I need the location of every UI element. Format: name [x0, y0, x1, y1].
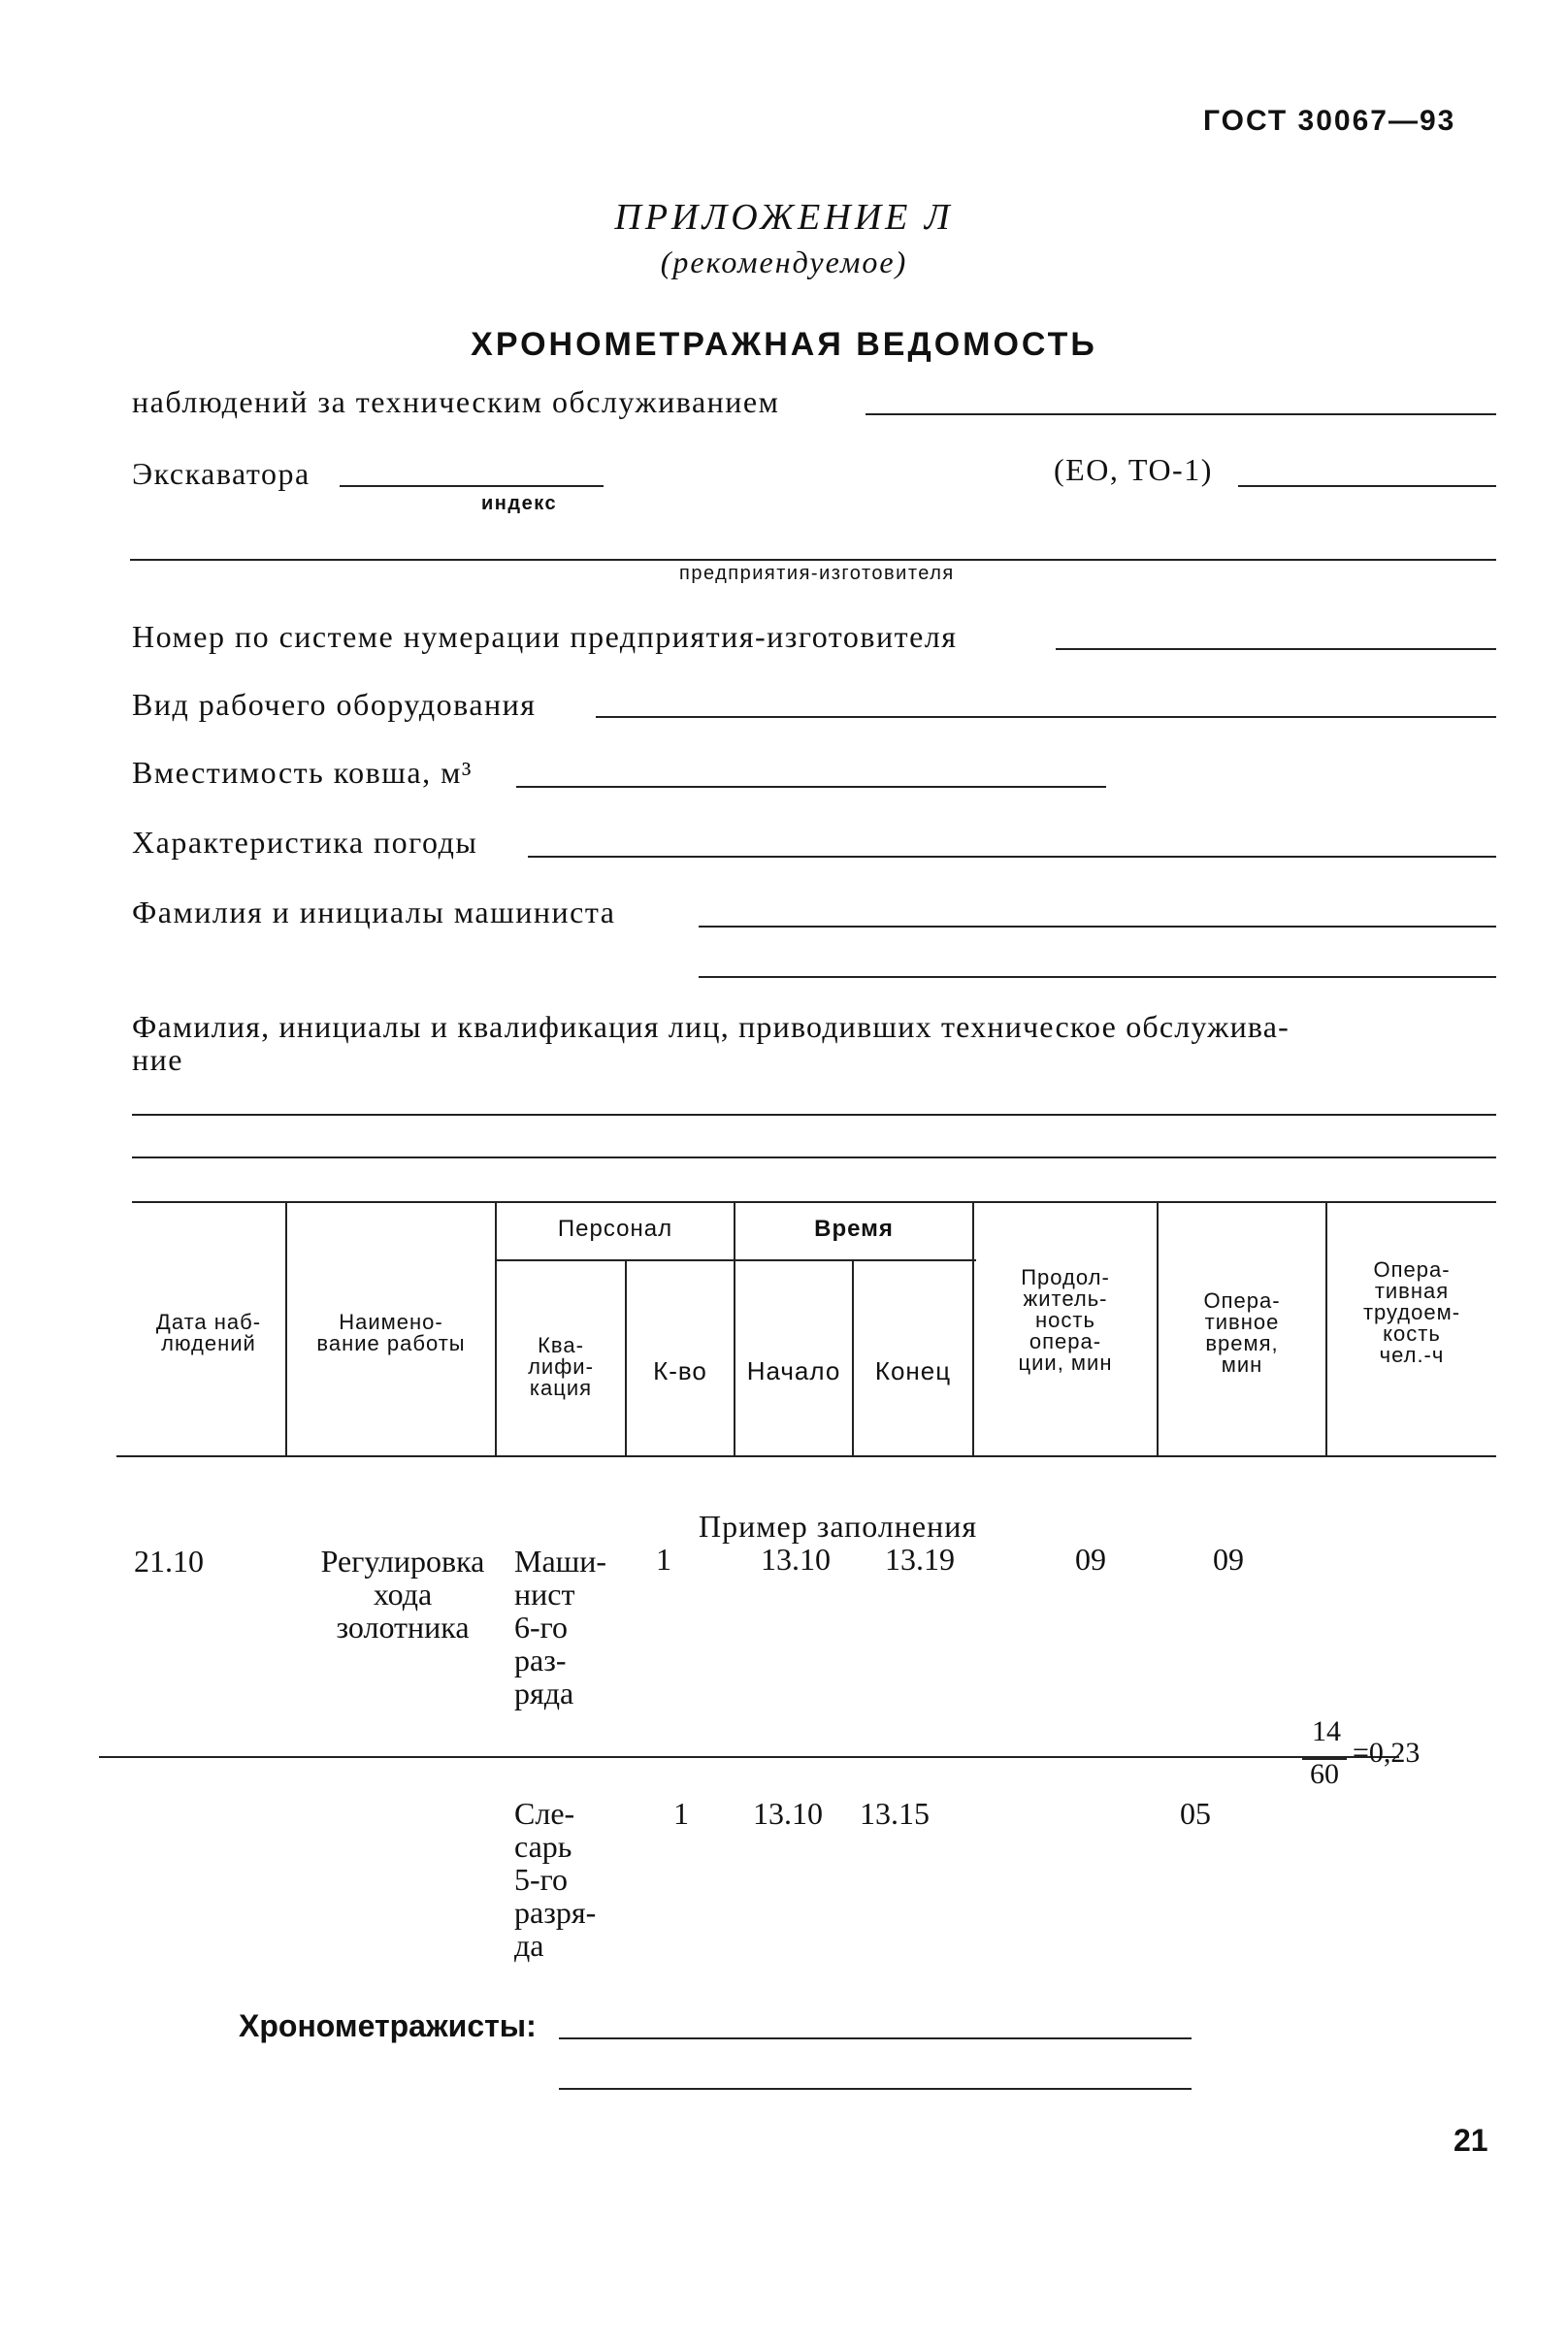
row1-duration: 09 [1075, 1542, 1106, 1577]
row2-end: 13.15 [860, 1796, 930, 1831]
header-end: Конец [874, 1356, 952, 1385]
header-duration: Продол- житель- ность опера- ции, мин [1018, 1265, 1113, 1375]
col-divider-5 [852, 1259, 854, 1455]
row1-op-time: 09 [1213, 1542, 1244, 1577]
bucket-label: Вместимость ковша, м³ [132, 755, 473, 790]
row1-start: 13.10 [761, 1542, 831, 1577]
signature-line-1[interactable] [559, 2037, 1192, 2039]
operator-line-1[interactable] [699, 926, 1496, 928]
row1-work: Регулировка хода золотника [320, 1544, 485, 1645]
equipment-label: Вид рабочего оборудования [132, 687, 537, 722]
observations-line[interactable] [866, 413, 1496, 415]
bucket-line[interactable] [516, 786, 1106, 788]
labor-denominator: 60 [1310, 1758, 1339, 1790]
row1-qualification: Маши- нист 6-го раз- ряда [514, 1544, 607, 1710]
persons-line-2[interactable] [132, 1156, 1496, 1158]
excavator-index-line[interactable] [340, 485, 604, 487]
header-labor: Опера- тивная трудоем- кость чел.-ч [1362, 1257, 1461, 1367]
row1-count: 1 [656, 1542, 671, 1577]
labor-result: =0,23 [1353, 1737, 1421, 1769]
col-divider-3 [625, 1259, 627, 1455]
persons-line-1[interactable] [132, 1114, 1496, 1116]
row1-date: 21.10 [134, 1544, 204, 1579]
header-date: Дата наб- людений [155, 1310, 262, 1355]
weather-label: Характеристика погоды [132, 825, 478, 860]
header-qualification: Ква- лифи- кация [528, 1333, 594, 1400]
header-start: Начало [746, 1356, 841, 1385]
row2-start: 13.10 [753, 1796, 823, 1831]
header-count: К-во [653, 1356, 707, 1385]
appendix-title: ПРИЛОЖЕНИЕ Л [614, 197, 954, 238]
equipment-line[interactable] [596, 716, 1496, 718]
labor-numerator: 14 [1312, 1715, 1341, 1747]
weather-line[interactable] [528, 856, 1496, 858]
header-work: Наимено- вание работы [316, 1310, 466, 1355]
row2-count: 1 [673, 1796, 689, 1831]
signature-label: Хронометражисты: [239, 2008, 537, 2043]
page-title: ХРОНОМЕТРАЖНАЯ ВЕДОМОСТЬ [471, 326, 1097, 363]
row2-qualification: Сле- сарь 5-го разря- да [514, 1796, 597, 1963]
observations-label: наблюдений за техническим обслуживанием [132, 384, 780, 419]
number-label: Номер по системе нумерации предприятия-изготовителя [132, 619, 958, 654]
header-time: Время [814, 1216, 894, 1242]
operator-label: Фамилия и инициалы машиниста [132, 895, 616, 929]
document-code: ГОСТ 30067—93 [1203, 105, 1456, 137]
row1-end: 13.19 [885, 1542, 955, 1577]
manufacturer-line[interactable] [130, 559, 1496, 561]
excavator-label: Экскаватора [132, 456, 310, 491]
index-caption: индекс [481, 493, 558, 514]
page-number: 21 [1454, 2123, 1488, 2158]
service-type-line[interactable] [1238, 485, 1496, 487]
persons-label-cont: ние [132, 1042, 183, 1077]
signature-line-2[interactable] [559, 2088, 1192, 2090]
appendix-note: (рекомендуемое) [660, 244, 908, 279]
table-header-bottom-border [116, 1455, 1496, 1457]
table-row-divider [99, 1756, 1399, 1758]
header-personnel: Персонал [557, 1216, 673, 1242]
operator-line-2[interactable] [699, 976, 1496, 978]
row2-op-time: 05 [1180, 1796, 1211, 1831]
manufacturer-caption: предприятия-изготовителя [679, 563, 955, 584]
number-line[interactable] [1056, 648, 1496, 650]
header-op-time: Опера- тивное время, мин [1203, 1288, 1281, 1377]
persons-label: Фамилия, инициалы и квалификация лиц, приводивших техническое обслужива- [132, 1009, 1290, 1044]
service-type-label: (ЕО, ТО-1) [1054, 452, 1213, 487]
table-top-border [132, 1201, 1496, 1203]
table-subheader-border [495, 1259, 976, 1261]
example-caption: Пример заполнения [699, 1509, 978, 1544]
